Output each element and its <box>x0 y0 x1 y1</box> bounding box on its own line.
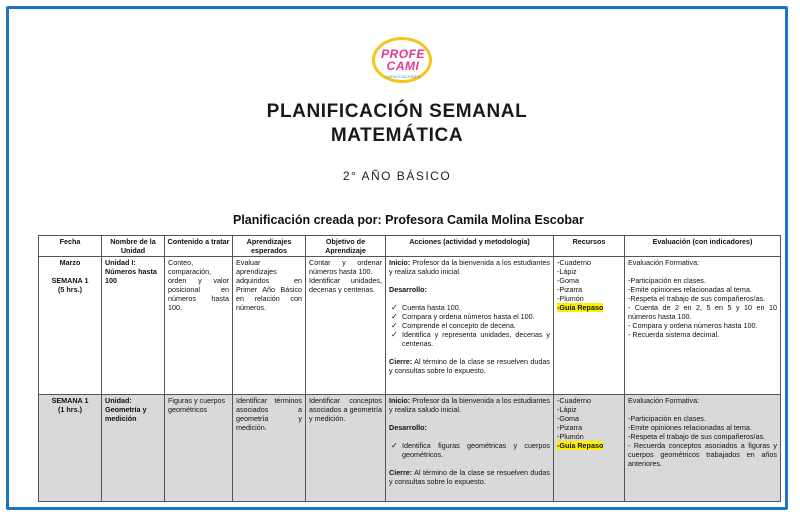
desarrollo-item: ✓ Identifica y representa unidades, decenas y centenas. <box>389 330 550 348</box>
inicio-paragraph <box>389 396 550 414</box>
evaluacion-item: - Recuerda conceptos asociados a figuras y cuerpos geométricos trabajados en años anteriores. <box>628 441 777 468</box>
cierre-label: Cierre: <box>389 357 413 366</box>
desarrollo-item: ✓ Compara y ordena números hasta el 100. <box>389 312 550 321</box>
recurso-item: -Pizarra <box>557 423 583 432</box>
inicio-label: Inicio: <box>389 258 411 267</box>
recurso-highlighted: -Guía Repaso <box>557 303 604 312</box>
col-header-aprendizajes: Aprendizajes esperados <box>233 236 306 257</box>
cell-acciones <box>386 395 554 502</box>
fecha-week: SEMANA 1 <box>51 396 89 405</box>
evaluacion-item: - Compara y ordena números hasta 100. <box>628 321 758 330</box>
cell-evaluacion <box>625 257 781 395</box>
author-line: Planificación creada por: Profesora Camila Molina Escobar <box>233 213 584 227</box>
col-header-recursos: Recursos <box>554 236 625 257</box>
recurso-item: -Cuaderno <box>557 396 591 405</box>
cell-recursos <box>554 257 625 395</box>
recurso-highlighted: -Guía Repaso <box>557 441 604 450</box>
fecha-hours: (5 hrs.) <box>58 285 82 294</box>
planning-table <box>38 235 781 502</box>
cell-objetivo: Identificar conceptos asociados a geometría y medición. <box>306 395 386 502</box>
col-header-fecha: Fecha <box>39 236 102 257</box>
desarrollo-label: Desarrollo: <box>389 285 427 294</box>
evaluacion-item: -Participación en clases. <box>628 414 706 423</box>
logo-line2: CAMI <box>386 59 420 73</box>
evaluacion-item: -Participación en clases. <box>628 276 706 285</box>
cell-contenido: Conteo, comparación, orden y valor posicional en números hasta 100. <box>165 257 233 395</box>
table-row <box>39 257 781 395</box>
cierre-paragraph <box>389 468 550 486</box>
col-header-objetivo: Objetivo de Aprendizaje <box>306 236 386 257</box>
unidad-name: Números hasta 100 <box>105 267 157 285</box>
document-frame <box>6 6 788 510</box>
evaluacion-item: -Emite opiniones relacionadas al tema. <box>628 423 752 432</box>
page-title-line2: MATEMÁTICA <box>330 125 464 146</box>
cierre-paragraph <box>389 357 550 375</box>
recurso-item: -Pizarra <box>557 285 583 294</box>
fecha-hours: (1 hrs.) <box>58 405 82 414</box>
recurso-item: -Goma <box>557 414 579 423</box>
cell-recursos <box>554 395 625 502</box>
desarrollo-label: Desarrollo: <box>389 423 427 432</box>
evaluacion-item: -Respeta el trabajo de sus compañeros/as. <box>628 432 766 441</box>
cierre-label: Cierre: <box>389 468 413 477</box>
cell-unidad <box>102 395 165 502</box>
fecha-week: SEMANA 1 <box>51 276 89 285</box>
table-header-row <box>39 236 781 257</box>
recurso-item: -Plumón <box>557 294 584 303</box>
grade-label: 2° AÑO BÁSICO <box>342 169 452 183</box>
evaluacion-item: - Cuenta de 2 en 2, 5 en 5 y 10 en 10 números hasta 100. <box>628 303 777 321</box>
cell-objetivo: Contar y ordenar números hasta 100. Identificar unidades, decenas y centenas. <box>306 257 386 395</box>
recurso-item: -Plumón <box>557 432 584 441</box>
cell-acciones <box>386 257 554 395</box>
fecha-month: Marzo <box>59 258 81 267</box>
evaluacion-item: -Respeta el trabajo de sus compañeros/as. <box>628 294 766 303</box>
evaluacion-title: Evaluación Formativa: <box>628 396 700 405</box>
cierre-text: Al término de la clase se resuelven dudas y consultas sobre lo expuesto. <box>389 357 550 375</box>
recurso-item: -Lápiz <box>557 267 577 276</box>
inicio-paragraph <box>389 258 550 276</box>
cell-unidad <box>102 257 165 395</box>
desarrollo-item: ✓ Identifica figuras geométricas y cuerpos geométricos. <box>389 441 550 459</box>
desarrollo-item: ✓ Cuenta hasta 100. <box>389 303 550 312</box>
col-header-unidad: Nombre de la Unidad <box>102 236 165 257</box>
recurso-item: -Goma <box>557 276 579 285</box>
cell-evaluacion <box>625 395 781 502</box>
logo-line1: PROFE <box>381 47 425 61</box>
evaluacion-title: Evaluación Formativa: <box>628 258 700 267</box>
cell-fecha <box>39 395 102 502</box>
evaluacion-item: -Emite opiniones relacionadas al tema. <box>628 285 752 294</box>
table-row <box>39 395 781 502</box>
col-header-contenido: Contenido a tratar <box>165 236 233 257</box>
col-header-evaluacion: Evaluación (con indicadores) <box>625 236 781 257</box>
unidad-label: Unidad I: <box>105 258 136 267</box>
inicio-text: Profesor da la bienvenida a los estudiantes y realiza saludo inicial. <box>389 258 550 276</box>
inicio-text: Profesor da la bienvenida a los estudiantes y realiza saludo inicial. <box>389 396 550 414</box>
profe-cami-logo <box>368 37 438 87</box>
cell-aprendizajes: Evaluar aprendizajes adquiridos en Primer Año Básico en relación con números. <box>233 257 306 395</box>
inicio-label: Inicio: <box>389 396 411 405</box>
recurso-item: -Cuaderno <box>557 258 591 267</box>
recurso-item: -Lápiz <box>557 405 577 414</box>
cell-aprendizajes: Identificar términos asociados a geometría y medición. <box>233 395 306 502</box>
unidad-label: Unidad: <box>105 396 132 405</box>
evaluacion-item: - Recuerda sistema decimal. <box>628 330 720 339</box>
desarrollo-item: ✓ Comprende el concepto de decena. <box>389 321 550 330</box>
col-header-acciones: Acciones (actividad y metodología) <box>386 236 554 257</box>
cell-contenido: Figuras y cuerpos geométricos <box>165 395 233 502</box>
logo-line3: CAPACITACIONES <box>385 74 421 79</box>
page-title-line1: PLANIFICACIÓN SEMANAL <box>266 101 528 122</box>
cell-fecha <box>39 257 102 395</box>
unidad-name: Geometría y medición <box>105 405 147 423</box>
cierre-text: Al término de la clase se resuelven dudas y consultas sobre lo expuesto. <box>389 468 550 486</box>
